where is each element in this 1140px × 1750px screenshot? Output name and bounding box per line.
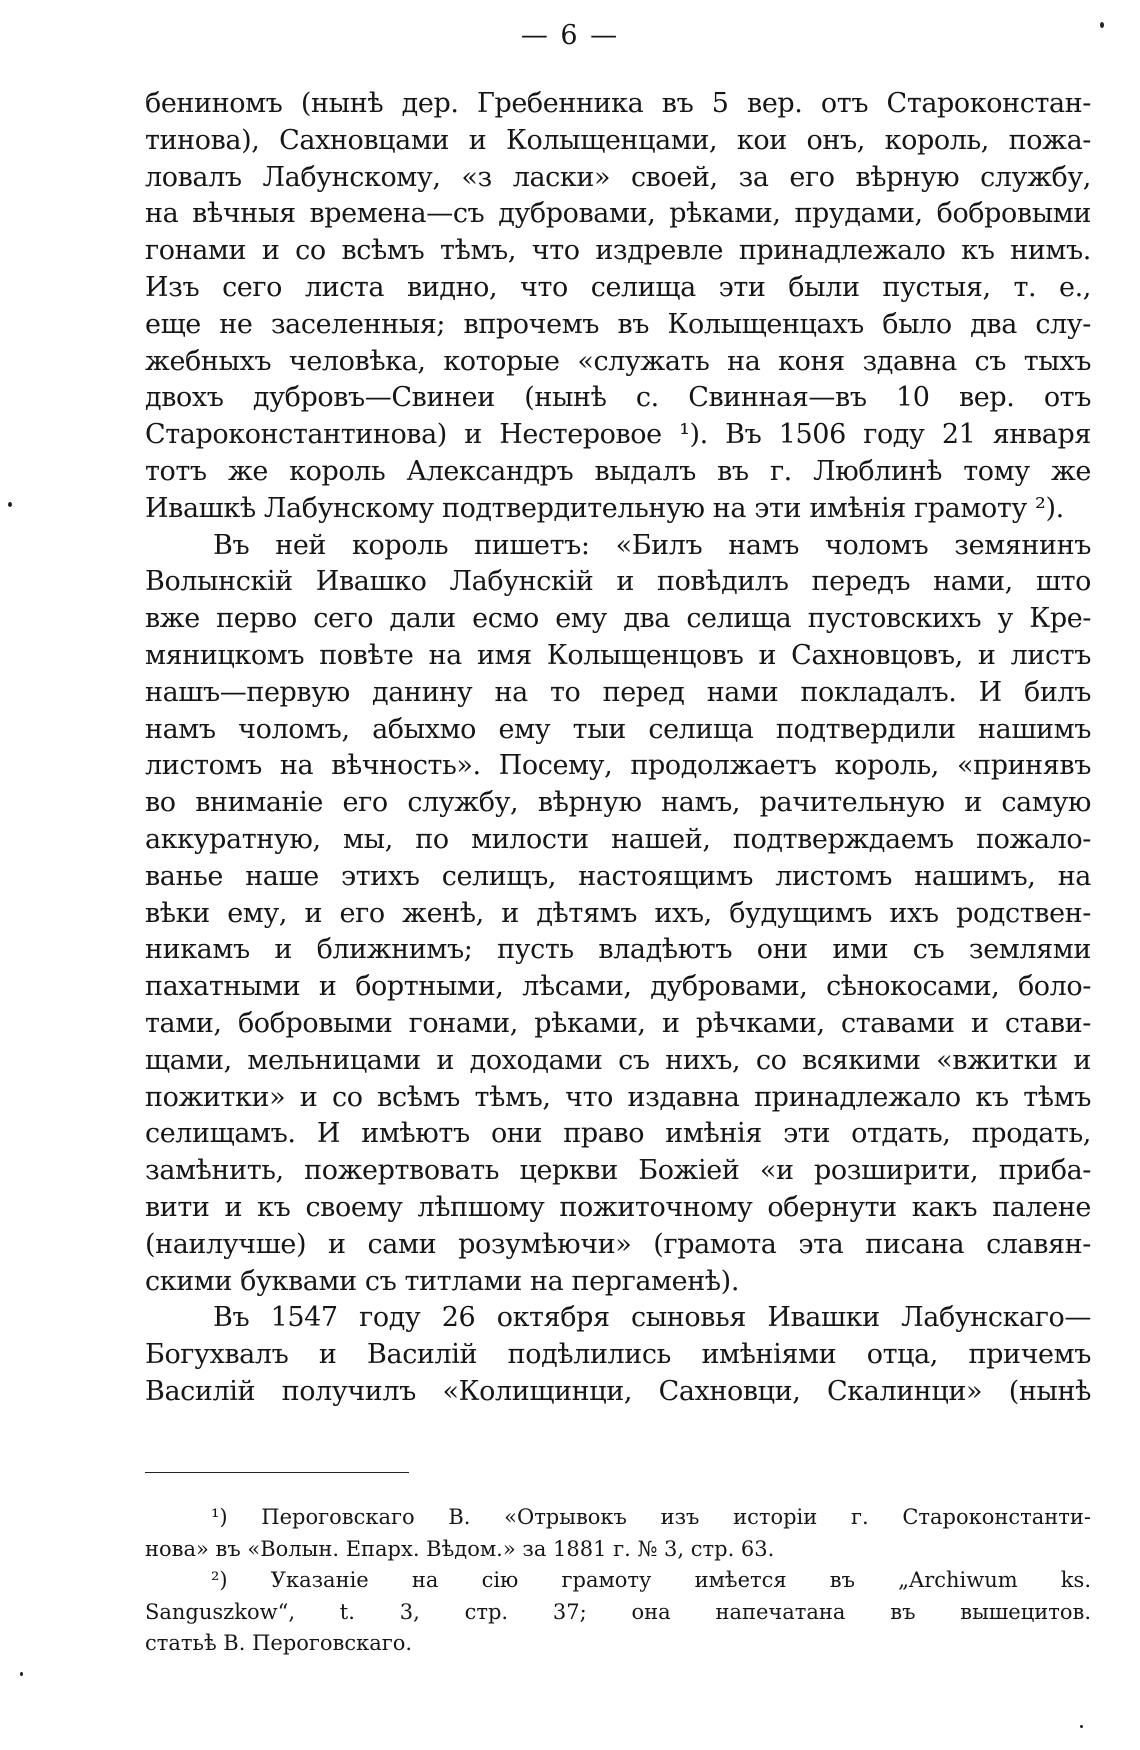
text-line: вити и къ своему лѣпшому пожиточному обернути какъ палене [145,1191,1091,1223]
scan-speck [1080,1725,1083,1728]
text-line: щами, мельницами и доходами съ нихъ, со всякими «вжитки и [145,1044,1091,1076]
footnotes [145,1502,1091,1660]
text-line: тинова), Сахновцами и Колыщенцами, кои онъ, король, пожа- [145,124,1091,156]
text-line: пахатными и бортными, лѣсами, дубровами, сѣнокосами, боло- [145,971,1091,1003]
text-line: пожитки» и со всѣмъ тѣмъ, что издавна принадлежало къ тѣмъ [145,1081,1091,1113]
scan-speck [8,502,12,507]
text-line: (наилучше) и сами розумѣючи» (грамота эта писана славян- [145,1228,1091,1260]
text-line: бениномъ (нынѣ дер. Гребенника въ 5 вер. отъ Староконстан- [145,88,1091,119]
text-line: скими буквами съ титлами на пергаменѣ). [145,1265,739,1297]
text-line: еще не заселенныя; впрочемъ въ Колыщенцахъ было два слу- [145,308,1091,340]
text-line: замѣнить, пожертвовать церкви Божіей «и розширити, прибa- [145,1155,1091,1187]
text-line: листомъ на вѣчность». Посему, продолжаетъ король, «принявъ [145,750,1091,782]
footnote-line: статьѣ В. Пероговскаго. [145,1631,413,1655]
scan-speck [20,1672,23,1676]
text-line: двохъ дубровъ—Свинеи (нынѣ с. Свинная—въ 10 вер. отъ [145,382,1091,414]
text-line: Волынскій Ивашко Лабунскій и повѣдилъ передъ нами, што [145,566,1091,598]
text-line: вѣки ему, и его женѣ, и дѣтямъ ихъ, будущимъ ихъ родствен- [145,897,1091,929]
text-line: ловалъ Лабунскому, «з ласки» своей, за его вѣрную службу, [145,161,1091,193]
text-line: аккуратную, мы, по милости нашей, подтверждаемъ пожало- [145,823,1091,855]
text-line: нашъ—первую данину на то перед нами покладалъ. И билъ [145,676,1091,708]
footnote-divider [145,1472,409,1473]
text-line: тотъ же король Александръ выдалъ въ г. Люблинѣ тому же [145,455,1091,487]
text-line: вже перво сего дали есмо ему два селища пустовскихъ у Кре- [145,603,1091,635]
footnote-line: ²) Указаніе на сію грамоту имѣется въ „Archiwum ks. [211,1568,1091,1592]
text-line: намъ чоломъ, абыхмо ему тыи селища подтвердили нашимъ [145,713,1091,745]
page-number: — 6 — [520,20,620,51]
footnote-line: ¹) Пероговскаго В. «Отрывокъ изъ исторіи г. Староконстанти- [211,1505,1091,1529]
text-line: тами, бобровыми гонами, рѣками, и рѣчками, ставами и стави- [145,1007,1091,1039]
text-line: Въ ней король пишетъ: «Билъ намъ чоломъ земянинъ [213,529,1091,561]
text-line: Ивашкѣ Лабунскому подтвердительную на эти имѣнія грамоту ²). [145,492,1064,524]
body-text [145,86,1091,1411]
footnote-line: нова» въ «Волын. Епарх. Вѣдом.» за 1881 г. № 3, стр. 63. [145,1536,775,1561]
text-line: мяницкомъ повѣте на имя Колыщенцовъ и Сахновцовъ, и листъ [145,639,1091,671]
text-line: никамъ и ближнимъ; пусть владѣютъ они ими съ землями [145,934,1091,966]
text-line: селищамъ. И имѣютъ они право имѣнія эти отдать, продать, [145,1118,1091,1150]
text-line: жебныхъ человѣка, которые «служать на коня здавна съ тыхъ [145,345,1091,377]
text-line: Изъ сего листа видно, что селища эти были пустыя, т. е., [145,271,1091,303]
scan-speck [1100,22,1104,28]
text-line: гонами и со всѣмъ тѣмъ, что издревле принадлежало къ нимъ. [145,235,1091,267]
text-line: Въ 1547 году 26 октября сыновья Ивашки Лабунскаго— [213,1302,1091,1334]
text-line: ванье наше этихъ селищъ, настоящимъ листомъ нашимъ, на [145,860,1091,892]
text-line: Староконстантинова) и Нестеровое ¹). Въ 1506 году 21 января [145,419,1091,451]
footnote-line: Sanguszkow“, t. 3, стр. 37; она напечатана въ вышецитов. [145,1599,1091,1624]
text-line: во вниманіе его службу, вѣрную намъ, рачительную и самую [145,787,1091,819]
text-line: Василій получилъ «Колищинци, Сахновци, Скалинци» (нынѣ [145,1375,1091,1407]
text-line: Богухвалъ и Василій подѣлились имѣніями отца, причемъ [145,1339,1091,1371]
text-line: на вѣчныя времена—съ дубровами, рѣками, прудами, бобровыми [145,198,1091,230]
